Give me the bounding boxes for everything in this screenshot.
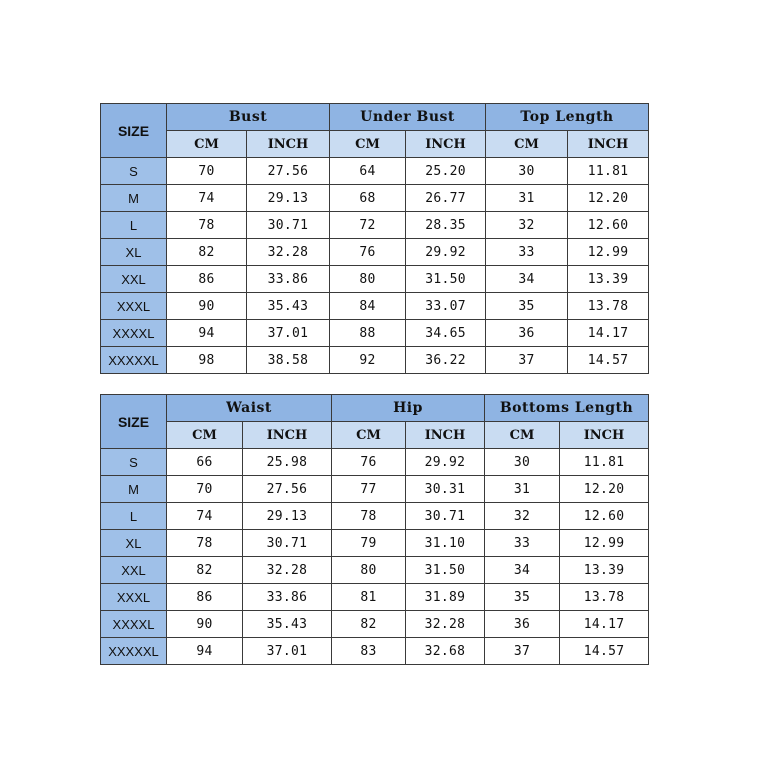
measurement-value: 12.20	[560, 476, 649, 503]
measurement-value: 31.50	[406, 266, 486, 293]
measurement-value: 30	[485, 449, 560, 476]
measurement-value: 32	[486, 212, 568, 239]
measurement-value: 31.89	[406, 584, 485, 611]
table-row	[101, 293, 649, 320]
measurement-value: 13.78	[568, 293, 649, 320]
measurement-value: 32.28	[406, 611, 485, 638]
measurement-value: 30.71	[406, 503, 485, 530]
size-label: XXXXL	[101, 611, 167, 638]
measurement-value: 78	[167, 212, 247, 239]
measurement-group-header: Bottoms Length	[485, 395, 649, 422]
measurement-value: 11.81	[560, 449, 649, 476]
measurement-value: 70	[167, 476, 243, 503]
unit-header: CM	[486, 131, 568, 158]
measurement-value: 11.81	[568, 158, 649, 185]
size-label: XXXXXL	[101, 347, 167, 374]
measurement-value: 12.60	[568, 212, 649, 239]
table-row	[101, 449, 649, 476]
unit-header-row	[101, 422, 649, 449]
measurement-value: 32.68	[406, 638, 485, 665]
measurement-group-header: Waist	[167, 395, 332, 422]
measurement-value: 14.17	[560, 611, 649, 638]
unit-header-row	[101, 131, 649, 158]
group-header-row	[101, 395, 649, 422]
measurement-value: 14.57	[568, 347, 649, 374]
measurement-value: 30.71	[243, 530, 332, 557]
measurement-value: 33	[486, 239, 568, 266]
group-header-row	[101, 104, 649, 131]
measurement-value: 35.43	[247, 293, 330, 320]
measurement-value: 90	[167, 293, 247, 320]
measurement-value: 35	[485, 584, 560, 611]
table-row	[101, 638, 649, 665]
measurement-value: 70	[167, 158, 247, 185]
measurement-value: 26.77	[406, 185, 486, 212]
measurement-value: 98	[167, 347, 247, 374]
size-label: XL	[101, 239, 167, 266]
unit-header: CM	[167, 131, 247, 158]
size-label: M	[101, 476, 167, 503]
measurement-value: 86	[167, 266, 247, 293]
measurement-value: 94	[167, 638, 243, 665]
measurement-value: 80	[330, 266, 406, 293]
unit-header: INCH	[243, 422, 332, 449]
measurement-value: 12.99	[568, 239, 649, 266]
measurement-value: 32.28	[247, 239, 330, 266]
measurement-value: 76	[330, 239, 406, 266]
measurement-value: 30.31	[406, 476, 485, 503]
size-label: XXXXXL	[101, 638, 167, 665]
measurement-value: 12.20	[568, 185, 649, 212]
measurement-value: 27.56	[247, 158, 330, 185]
measurement-value: 38.58	[247, 347, 330, 374]
measurement-value: 12.99	[560, 530, 649, 557]
size-label: L	[101, 503, 167, 530]
measurement-value: 25.20	[406, 158, 486, 185]
size-label: XL	[101, 530, 167, 557]
measurement-value: 27.56	[243, 476, 332, 503]
table-row	[101, 347, 649, 374]
measurement-value: 86	[167, 584, 243, 611]
measurement-value: 82	[332, 611, 406, 638]
size-label: L	[101, 212, 167, 239]
measurement-value: 13.78	[560, 584, 649, 611]
measurement-value: 29.92	[406, 449, 485, 476]
measurement-value: 32	[485, 503, 560, 530]
measurement-value: 82	[167, 239, 247, 266]
size-column-header: SIZE	[101, 395, 167, 449]
measurement-value: 84	[330, 293, 406, 320]
unit-header: CM	[167, 422, 243, 449]
table-row	[101, 584, 649, 611]
measurement-value: 34	[485, 557, 560, 584]
unit-header: INCH	[247, 131, 330, 158]
size-label: XXL	[101, 557, 167, 584]
table-row	[101, 503, 649, 530]
table-row	[101, 476, 649, 503]
measurement-value: 13.39	[560, 557, 649, 584]
measurement-group-header: Hip	[332, 395, 485, 422]
measurement-value: 94	[167, 320, 247, 347]
top-size-chart	[100, 103, 649, 374]
measurement-value: 78	[167, 530, 243, 557]
size-label: XXXXL	[101, 320, 167, 347]
table-row	[101, 266, 649, 293]
size-column-header: SIZE	[101, 104, 167, 158]
unit-header: CM	[485, 422, 560, 449]
table-row	[101, 320, 649, 347]
measurement-value: 31	[485, 476, 560, 503]
measurement-value: 64	[330, 158, 406, 185]
table-row	[101, 611, 649, 638]
table-row	[101, 557, 649, 584]
unit-header: INCH	[406, 422, 485, 449]
table-row	[101, 530, 649, 557]
size-label: XXXL	[101, 584, 167, 611]
size-label: XXL	[101, 266, 167, 293]
measurement-value: 29.13	[243, 503, 332, 530]
bottom-size-chart-body	[101, 395, 649, 665]
measurement-value: 37	[486, 347, 568, 374]
measurement-value: 31.10	[406, 530, 485, 557]
unit-header: INCH	[568, 131, 649, 158]
size-label: M	[101, 185, 167, 212]
measurement-value: 83	[332, 638, 406, 665]
measurement-value: 14.17	[568, 320, 649, 347]
measurement-value: 74	[167, 185, 247, 212]
top-size-chart-body	[101, 104, 649, 374]
measurement-value: 92	[330, 347, 406, 374]
measurement-value: 68	[330, 185, 406, 212]
measurement-value: 33.86	[247, 266, 330, 293]
measurement-value: 37	[485, 638, 560, 665]
bottom-size-chart	[100, 394, 649, 665]
measurement-group-header: Bust	[167, 104, 330, 131]
measurement-value: 31.50	[406, 557, 485, 584]
measurement-value: 80	[332, 557, 406, 584]
measurement-value: 74	[167, 503, 243, 530]
measurement-value: 34	[486, 266, 568, 293]
measurement-value: 29.92	[406, 239, 486, 266]
measurement-value: 28.35	[406, 212, 486, 239]
table-row	[101, 158, 649, 185]
measurement-value: 33.86	[243, 584, 332, 611]
measurement-value: 33.07	[406, 293, 486, 320]
measurement-value: 37.01	[247, 320, 330, 347]
measurement-value: 88	[330, 320, 406, 347]
size-label: S	[101, 449, 167, 476]
table-row	[101, 239, 649, 266]
measurement-value: 78	[332, 503, 406, 530]
unit-header: CM	[332, 422, 406, 449]
measurement-value: 82	[167, 557, 243, 584]
measurement-value: 72	[330, 212, 406, 239]
measurement-value: 66	[167, 449, 243, 476]
size-label: S	[101, 158, 167, 185]
measurement-value: 25.98	[243, 449, 332, 476]
measurement-value: 31	[486, 185, 568, 212]
size-label: XXXL	[101, 293, 167, 320]
measurement-value: 35.43	[243, 611, 332, 638]
unit-header: INCH	[406, 131, 486, 158]
measurement-value: 35	[486, 293, 568, 320]
measurement-value: 81	[332, 584, 406, 611]
measurement-value: 36.22	[406, 347, 486, 374]
table-row	[101, 212, 649, 239]
measurement-value: 14.57	[560, 638, 649, 665]
measurement-value: 34.65	[406, 320, 486, 347]
measurement-value: 13.39	[568, 266, 649, 293]
measurement-value: 32.28	[243, 557, 332, 584]
measurement-value: 36	[486, 320, 568, 347]
measurement-value: 37.01	[243, 638, 332, 665]
table-row	[101, 185, 649, 212]
unit-header: INCH	[560, 422, 649, 449]
unit-header: CM	[330, 131, 406, 158]
measurement-value: 77	[332, 476, 406, 503]
measurement-value: 12.60	[560, 503, 649, 530]
measurement-value: 30.71	[247, 212, 330, 239]
measurement-value: 29.13	[247, 185, 330, 212]
measurement-value: 33	[485, 530, 560, 557]
measurement-value: 36	[485, 611, 560, 638]
measurement-value: 76	[332, 449, 406, 476]
measurement-group-header: Under Bust	[330, 104, 486, 131]
measurement-group-header: Top Length	[486, 104, 649, 131]
measurement-value: 79	[332, 530, 406, 557]
measurement-value: 30	[486, 158, 568, 185]
measurement-value: 90	[167, 611, 243, 638]
